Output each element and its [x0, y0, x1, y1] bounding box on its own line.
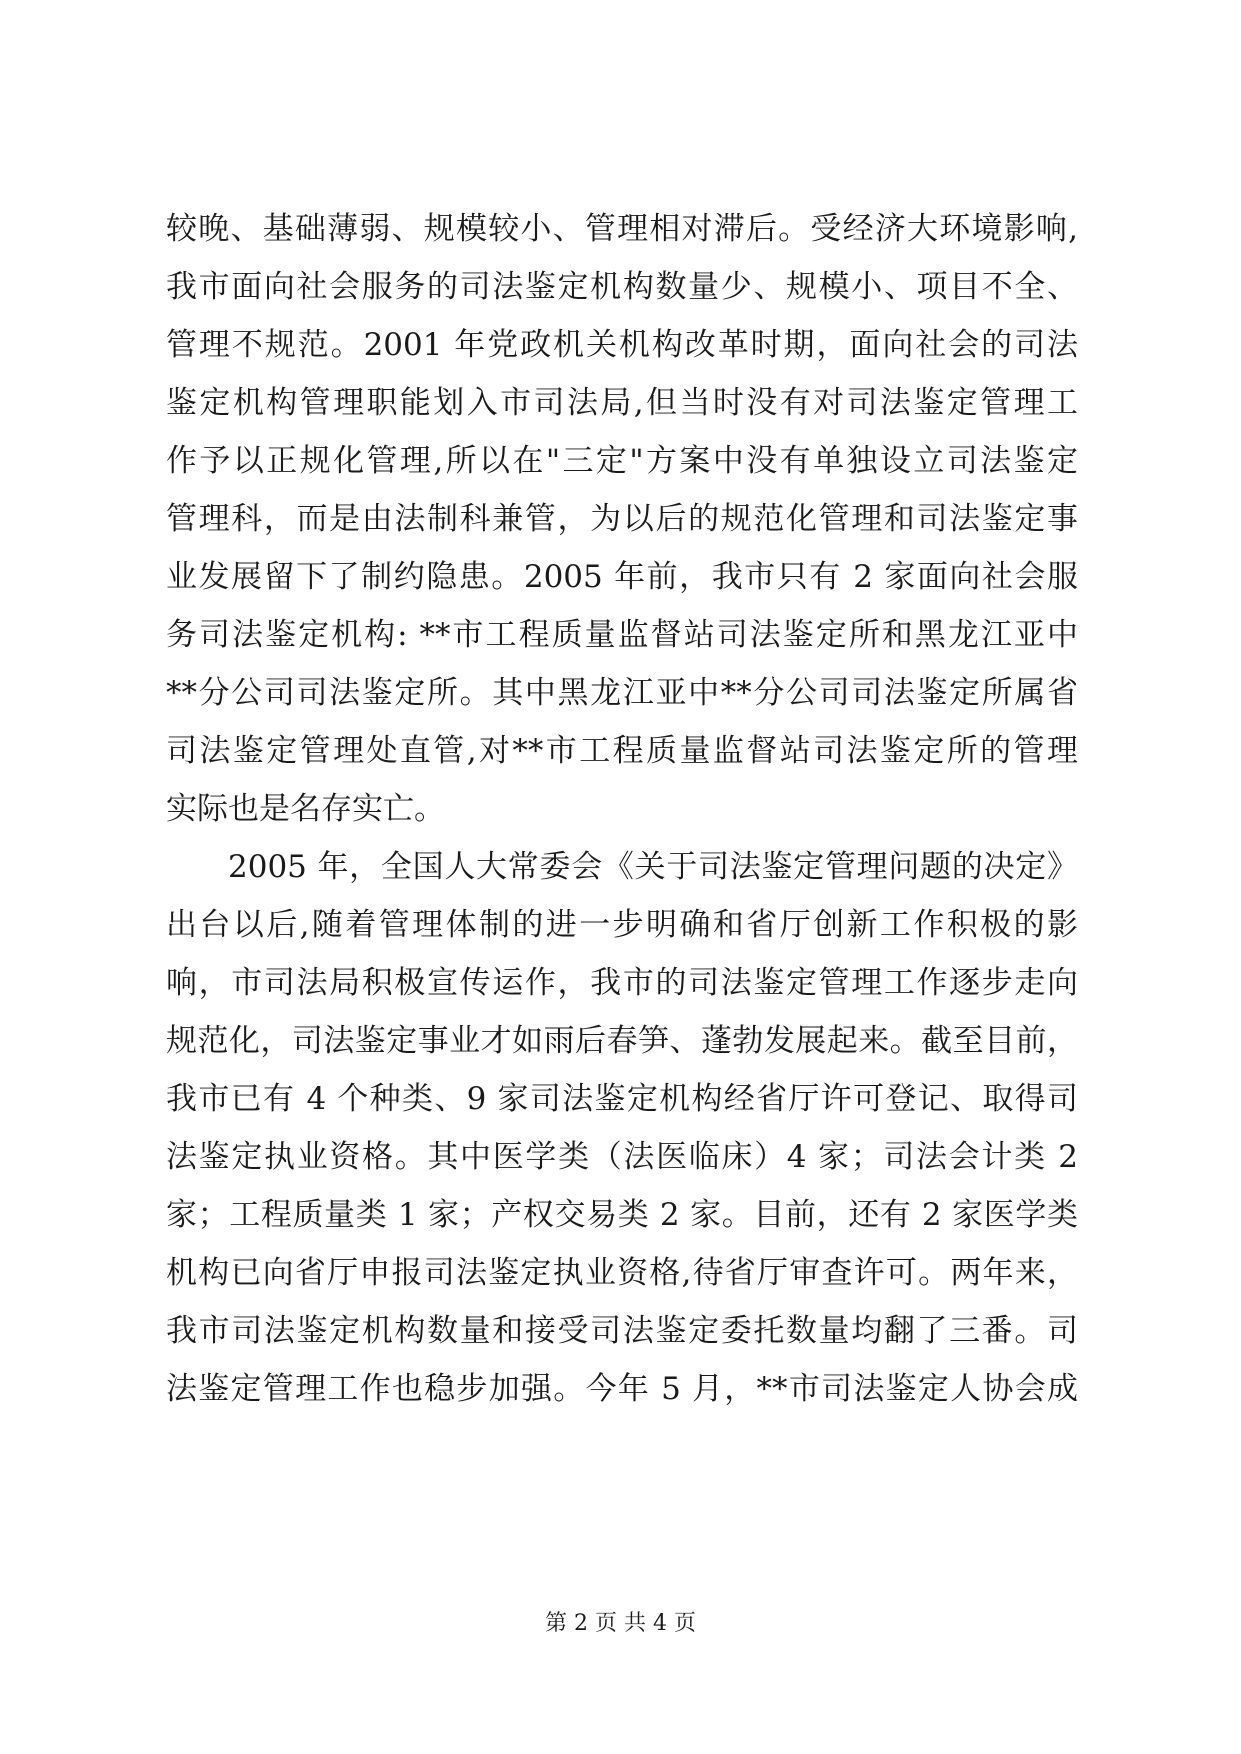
text-line: 响，市司法局积极宣传运作，我市的司法鉴定管理工作逐步走向: [166, 965, 1078, 1001]
text-line: 家；工程质量类 1 家；产权交易类 2 家。目前，还有 2 家医学类: [166, 1197, 1078, 1233]
text-line: 务司法鉴定机构: **市工程质量监督站司法鉴定所和黑龙江亚中: [166, 617, 1078, 653]
text-line: 法鉴定执业资格。其中医学类（法医临床）4 家；司法会计类 2: [166, 1139, 1078, 1175]
paragraph-1: [166, 200, 1078, 838]
text-line: 作予以正规化管理,所以在"三定"方案中没有单独设立司法鉴定: [166, 443, 1078, 479]
text-line: 司法鉴定管理处直管,对**市工程质量监督站司法鉴定所的管理: [166, 733, 1078, 769]
text-line: 鉴定机构管理职能划入市司法局,但当时没有对司法鉴定管理工: [166, 385, 1078, 421]
paragraph-2: [166, 838, 1078, 1418]
text-line: **分公司司法鉴定所。其中黑龙江亚中**分公司司法鉴定所属省: [166, 675, 1078, 711]
text-line: 较晚、基础薄弱、规模较小、管理相对滞后。受经济大环境影响,: [166, 211, 1078, 247]
text-line: 出台以后,随着管理体制的进一步明确和省厅创新工作积极的影: [166, 907, 1078, 943]
page-number-footer: 第 2 页 共 4 页: [545, 1611, 696, 1636]
text-line: 我市面向社会服务的司法鉴定机构数量少、规模小、项目不全、: [166, 269, 1078, 305]
text-line: 法鉴定管理工作也稳步加强。今年 5 月，**市司法鉴定人协会成: [166, 1371, 1078, 1407]
text-line: 2005 年，全国人大常委会《关于司法鉴定管理问题的决定》: [228, 849, 1078, 885]
text-line: 机构已向省厅申报司法鉴定执业资格,待省厅审查许可。两年来，: [166, 1255, 1078, 1291]
text-line: 管理不规范。2001 年党政机关机构改革时期，面向社会的司法: [166, 327, 1078, 363]
text-line: 实际也是名存实亡。: [166, 791, 445, 827]
text-line: 我市已有 4 个种类、9 家司法鉴定机构经省厅许可登记、取得司: [166, 1081, 1078, 1117]
text-line: 业发展留下了制约隐患。2005 年前，我市只有 2 家面向社会服: [166, 559, 1078, 595]
text-line: 管理科，而是由法制科兼管，为以后的规范化管理和司法鉴定事: [166, 501, 1078, 537]
document-body: [166, 200, 1078, 1418]
text-line: 规范化，司法鉴定事业才如雨后春笋、蓬勃发展起来。截至目前，: [166, 1023, 1078, 1059]
text-line: 我市司法鉴定机构数量和接受司法鉴定委托数量均翻了三番。司: [166, 1313, 1078, 1349]
